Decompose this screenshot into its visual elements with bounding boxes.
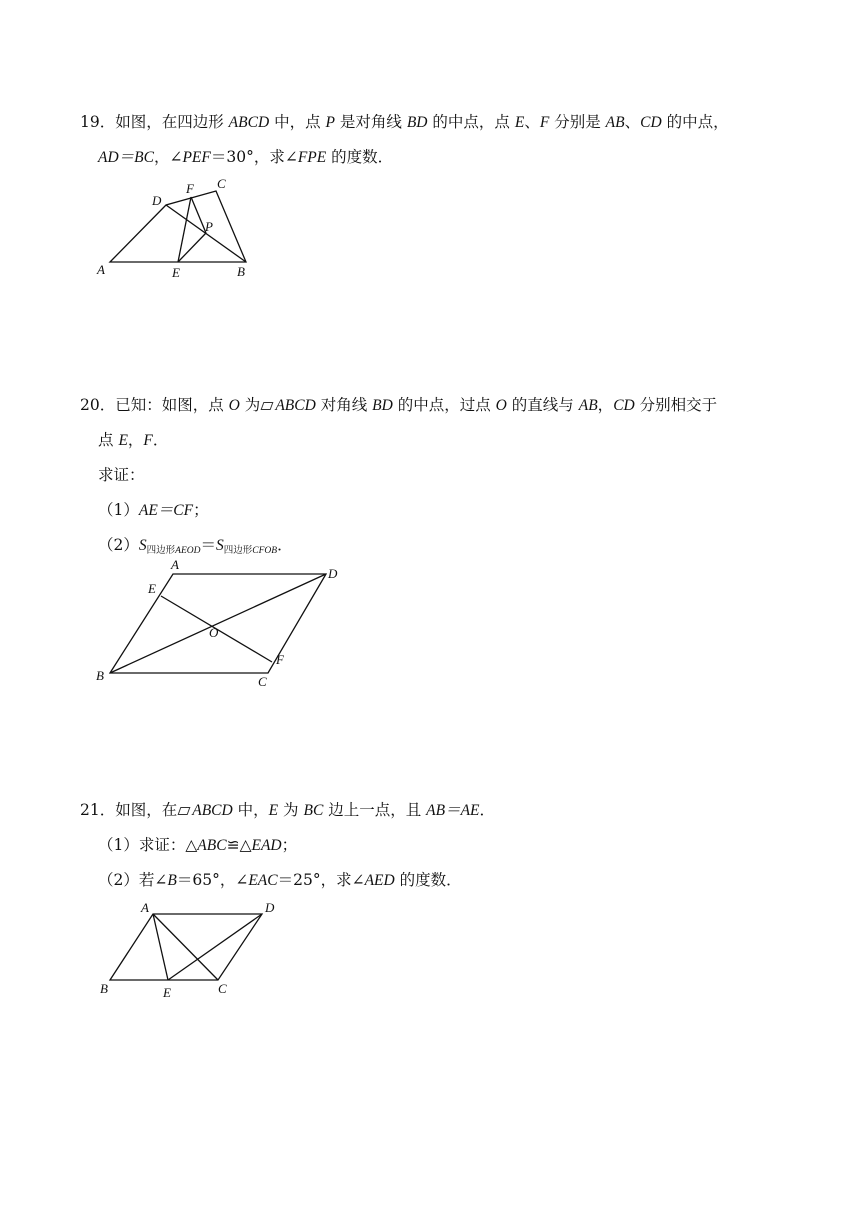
q21-text: 中， — [232, 801, 269, 819]
q21-abcd: ABCD — [192, 802, 233, 819]
q21-text: ； — [281, 836, 298, 854]
q20-number: 20． — [80, 396, 116, 414]
q19-label-a: A — [97, 262, 105, 277]
q19-text: 中，点 — [269, 113, 326, 131]
q19-cd: CD — [640, 114, 662, 131]
q21-ead: EAD — [251, 837, 282, 854]
q19-fpe: FPE — [297, 149, 327, 166]
q21-e: E — [268, 802, 279, 819]
q19-text: 是对角线 — [334, 113, 407, 131]
q21-label-c: C — [218, 981, 227, 996]
q20-abcd: ABCD — [275, 397, 316, 414]
q20-label-f: F — [276, 652, 284, 667]
q21-b: B — [167, 872, 177, 889]
q20-part2-number: （2） — [98, 536, 139, 554]
q20-text: ． — [277, 536, 293, 554]
q21-seg-ac — [153, 914, 218, 980]
q21-text: 为 — [278, 801, 304, 819]
q20-e: E — [118, 432, 128, 449]
q19-text: 的度数． — [326, 148, 394, 166]
q19-ab: AB — [605, 114, 625, 131]
q20-part1-text: AE＝CF — [138, 502, 194, 519]
q19-label-b: B — [237, 264, 245, 279]
q19-ad-bc: AD＝BC — [98, 149, 154, 166]
q19-bd: BD — [406, 114, 428, 131]
q20-text: 的中点，过点 — [392, 396, 496, 414]
q19-text: 分别是 — [549, 113, 606, 131]
q21-text: 的度数． — [394, 871, 462, 889]
q21-bc: BC — [303, 802, 324, 819]
q19-text: ，∠ — [153, 148, 183, 166]
q20-prove: 求证： — [98, 466, 145, 484]
q21-seg-ed — [168, 914, 262, 980]
q21-text: ≌△ — [226, 836, 252, 854]
q19-label-d: D — [152, 193, 162, 208]
q20-label-a: A — [171, 557, 179, 572]
q19-p: P — [325, 114, 335, 131]
q19-sep: 、 — [624, 113, 641, 131]
q19-sep: 、 — [524, 113, 540, 131]
q19-text: ＝30°，求∠ — [210, 148, 298, 166]
q19-label-p: P — [205, 219, 213, 234]
q20-bd: BD — [372, 397, 393, 414]
q21-abc: ABC — [197, 837, 227, 854]
q20-s: S — [215, 537, 224, 554]
q20-o: O — [495, 397, 507, 414]
q20-eq: ＝ — [200, 536, 216, 554]
q21-aed: AED — [364, 872, 395, 889]
q20-label-c: C — [258, 674, 267, 689]
q20-s: S — [138, 537, 147, 554]
q20-text: ； — [193, 501, 209, 519]
q20-text: 为 — [239, 396, 261, 414]
q21-label-a: A — [141, 900, 149, 915]
q20-label-o: O — [209, 625, 219, 640]
q20-label-b: B — [96, 668, 104, 683]
q21-number: 21． — [80, 801, 116, 819]
q20-f: F — [143, 432, 153, 449]
q20-part1-number: （1） — [98, 501, 139, 519]
q19-pef: PEF — [182, 149, 211, 166]
q20-o: O — [228, 397, 240, 414]
q20-text: 分别相交于 — [634, 396, 718, 414]
q20-text: 点 — [98, 431, 119, 449]
q21-text: 求证：△ — [138, 836, 198, 854]
q19-label-e: E — [172, 265, 180, 280]
q21-label-e: E — [163, 985, 171, 1000]
q19-label-c: C — [217, 176, 226, 191]
q21-label-d: D — [265, 900, 275, 915]
q20-label-e: E — [148, 581, 156, 596]
q21-part2-number: （2） — [98, 871, 139, 889]
q20-sub: CFOB — [252, 546, 278, 556]
q20-text: ， — [127, 431, 144, 449]
q20-sub: 四边形 — [223, 545, 253, 556]
q21-text: 如图，在 — [115, 801, 178, 819]
q19-label-f: F — [186, 181, 194, 196]
q21-text: 若∠ — [138, 871, 168, 889]
q20-sub: AEOD — [175, 546, 201, 556]
q20-text: 已知：如图，点 — [115, 396, 229, 414]
q19-f: F — [539, 114, 550, 131]
q19-text: 的中点，点 — [427, 113, 515, 131]
q20-cd: CD — [613, 397, 635, 414]
q21-ab-ae: AB＝AE — [426, 802, 480, 819]
q21-eac: EAC — [248, 872, 278, 889]
q21-text: ． — [479, 801, 496, 819]
q21-label-b: B — [100, 981, 108, 996]
q20-text: 的直线与 — [506, 396, 579, 414]
q19-text: 如图，在四边形 — [115, 113, 229, 131]
q19-e: E — [514, 114, 525, 131]
q19-text: 的中点， — [661, 113, 729, 131]
q20-text: ． — [152, 431, 169, 449]
q20-text: 对角线 — [315, 396, 373, 414]
q21-seg-ae — [153, 914, 168, 980]
q21-text: ＝65°，∠ — [176, 871, 249, 889]
q20-sub: 四边形 — [146, 545, 176, 556]
q20-comma: ， — [597, 396, 614, 414]
q19-abcd: ABCD — [228, 114, 270, 131]
q21-text: ＝25°，求∠ — [277, 871, 365, 889]
q21-part1-number: （1） — [98, 836, 139, 854]
q21-text: 边上一点，且 — [323, 801, 427, 819]
q19-number: 19． — [80, 113, 116, 131]
q20-label-d: D — [328, 566, 338, 581]
q20-ab: AB — [578, 397, 598, 414]
